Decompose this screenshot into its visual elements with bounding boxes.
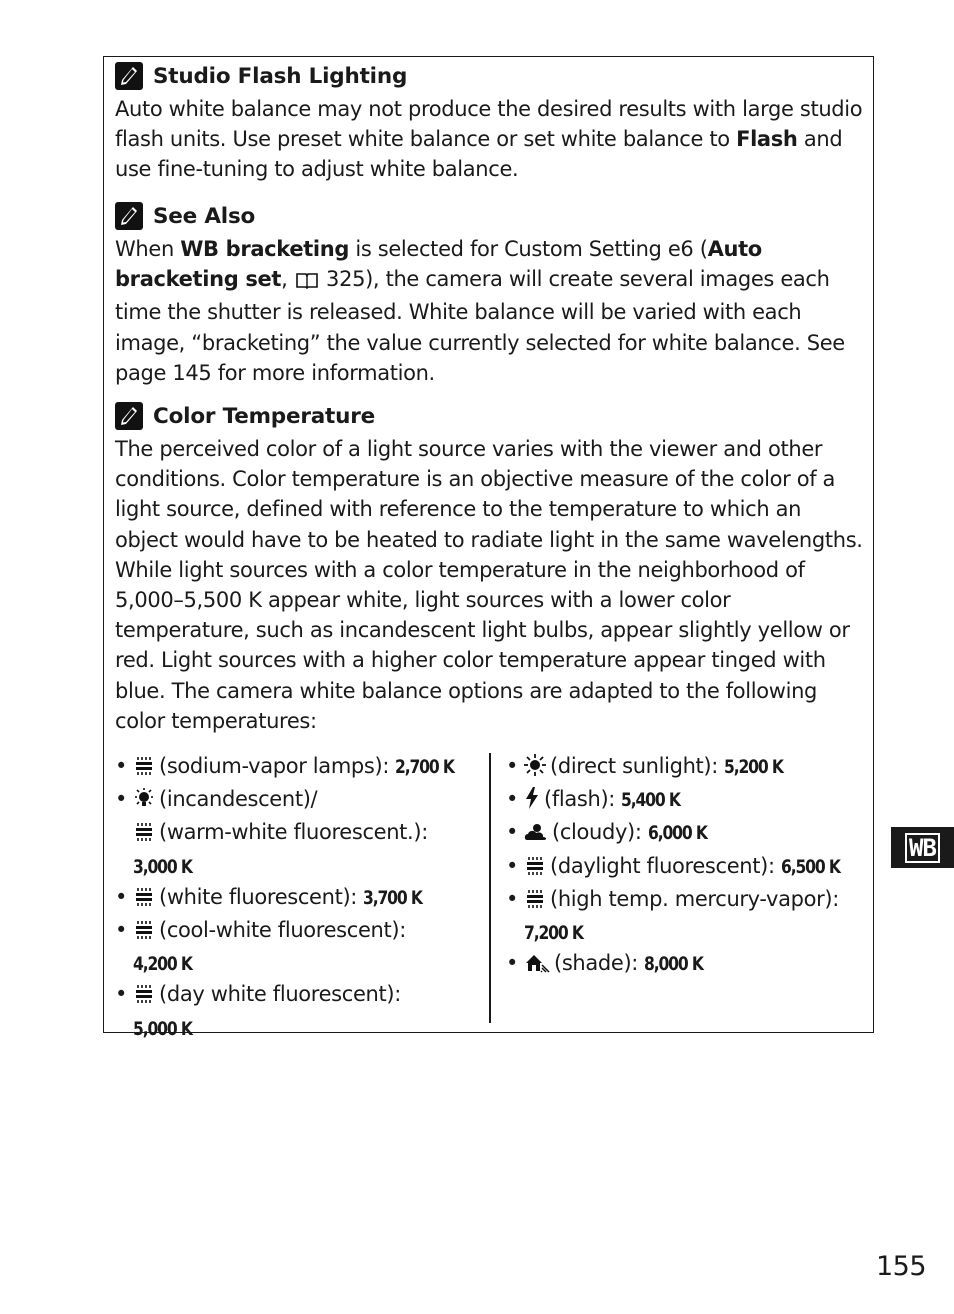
bold-term: Auto bracketing set — [115, 237, 762, 292]
bullet: • — [115, 787, 128, 812]
light-source-label: (white fluorescent): — [159, 884, 364, 909]
bold-term: WB bracketing — [180, 237, 350, 261]
note-studio-flash — [115, 61, 867, 185]
body-text: When — [115, 237, 181, 261]
temperature-value: 4,200 K — [133, 953, 192, 976]
light-source-label: (cool-white fluorescent): — [159, 918, 406, 943]
shade-icon — [524, 951, 550, 981]
note-title: See Also — [153, 203, 256, 229]
temperature-item — [506, 851, 866, 884]
fluorescent-icon — [133, 754, 155, 784]
light-source-label: (warm-white fluorescent.): — [159, 820, 428, 845]
fluorescent-icon — [524, 854, 546, 884]
bullet: • — [506, 787, 519, 812]
temperature-item — [115, 751, 487, 784]
temperature-item — [506, 884, 866, 948]
bullet: • — [506, 754, 519, 778]
note-title: Color Temperature — [153, 403, 376, 429]
sun-icon — [524, 754, 546, 784]
temperature-value: 6,000 K — [647, 822, 707, 845]
fluorescent-icon — [133, 885, 155, 915]
pencil-note-icon — [115, 402, 143, 430]
temperature-value: 3,000 K — [133, 855, 192, 878]
light-source-label: (sodium-vapor lamps): — [159, 754, 396, 778]
body-text: 325), the camera will create several images each time the shutter is released. White balance will be varied with each image, “bracketing” the value currently selected for white balance. See page 145 for more information. — [115, 267, 845, 385]
wb-chapter-tab — [891, 827, 954, 868]
note-title: Studio Flash Lighting — [153, 63, 408, 89]
bullet: • — [506, 820, 519, 845]
pencil-note-icon — [115, 62, 143, 90]
light-source-label: (shade): — [554, 951, 645, 976]
light-source-label: (incandescent)/ — [159, 787, 318, 812]
light-source-label: (high temp. mercury-vapor): — [550, 886, 839, 911]
temperature-item — [506, 751, 866, 784]
note-body — [115, 94, 867, 185]
body-text: Auto white balance may not produce the desired results with large studio flash units. Use preset white balance or set white balance to — [115, 97, 863, 152]
note-header — [115, 401, 867, 431]
temperature-value: 2,700 K — [395, 756, 455, 778]
bullet: • — [506, 853, 519, 878]
body-text: , — [281, 267, 294, 292]
fluorescent-icon — [133, 982, 155, 1012]
fluorescent-icon — [524, 887, 546, 917]
cloud-icon — [524, 820, 548, 850]
temperature-value: 5,000 K — [133, 1017, 192, 1040]
flash-icon — [524, 787, 540, 817]
bullet: • — [115, 754, 128, 778]
pencil-note-icon — [115, 202, 143, 230]
light-source-label: (cloudy): — [552, 820, 648, 845]
temperature-value: 5,200 K — [724, 756, 784, 778]
bullet: • — [506, 886, 519, 911]
temperature-value: 5,400 K — [621, 789, 681, 812]
temperature-item — [506, 817, 866, 850]
notes-box — [103, 56, 874, 1040]
temperature-value: 6,500 K — [781, 855, 840, 878]
note-see-also — [115, 201, 867, 388]
note-body — [115, 234, 867, 388]
fluorescent-icon — [133, 918, 155, 948]
body-text: The perceived color of a light source varies with the viewer and other conditions. Color temperature is an objective measure of the color of a light source, defined with reference to the temperature to which an object would have to be heated to radiate light in the same wavelengths. While light sources with a color temperature in the neighborhood of 5,000–5,500 K appear white, light sources with a lower color temperature, such as incandescent light bulbs, appear slightly yellow or red. Light sources with a higher color temperature appear tinged with blue. The camera white balance options are adapted to the following color temperatures: — [115, 437, 863, 733]
body-text: and use fine-tuning to adjust white balance. — [115, 127, 843, 182]
note-body — [115, 434, 867, 736]
bullet: • — [115, 918, 128, 943]
bullet: • — [115, 884, 128, 909]
book-icon — [296, 267, 318, 297]
body-text: is selected for Custom Setting e6 ( — [349, 237, 708, 261]
note-header — [115, 61, 867, 91]
bold-term: Flash — [736, 127, 798, 152]
bullet-list — [506, 751, 866, 981]
temperature-column-left — [115, 751, 487, 1044]
temperature-value: 7,200 K — [524, 922, 583, 945]
light-source-label: (day white fluorescent): — [159, 982, 401, 1007]
note-header — [115, 201, 867, 231]
temperature-item — [115, 882, 487, 915]
temperature-value: 3,700 K — [363, 886, 423, 909]
bullet: • — [115, 982, 128, 1007]
bullet-list — [115, 751, 487, 1044]
light-source-label: (flash): — [544, 787, 622, 812]
bullet: • — [506, 951, 519, 976]
temperature-value: 8,000 K — [644, 953, 704, 976]
temperature-column-right — [506, 751, 866, 981]
temperature-item — [115, 979, 487, 1043]
column-divider — [489, 753, 491, 1023]
incandescent-icon — [133, 787, 155, 817]
temperature-item — [506, 948, 866, 981]
light-source-label: (direct sunlight): — [550, 754, 725, 778]
temperature-item — [115, 784, 487, 882]
page-number: 155 — [876, 1251, 927, 1282]
color-temperature-list — [115, 751, 867, 1040]
light-source-label: (daylight fluorescent): — [550, 853, 782, 878]
note-color-temperature — [115, 401, 867, 736]
fluorescent-icon — [133, 820, 155, 850]
temperature-item — [506, 784, 866, 817]
temperature-item — [115, 915, 487, 979]
wb-tab-label: WB — [905, 833, 940, 863]
